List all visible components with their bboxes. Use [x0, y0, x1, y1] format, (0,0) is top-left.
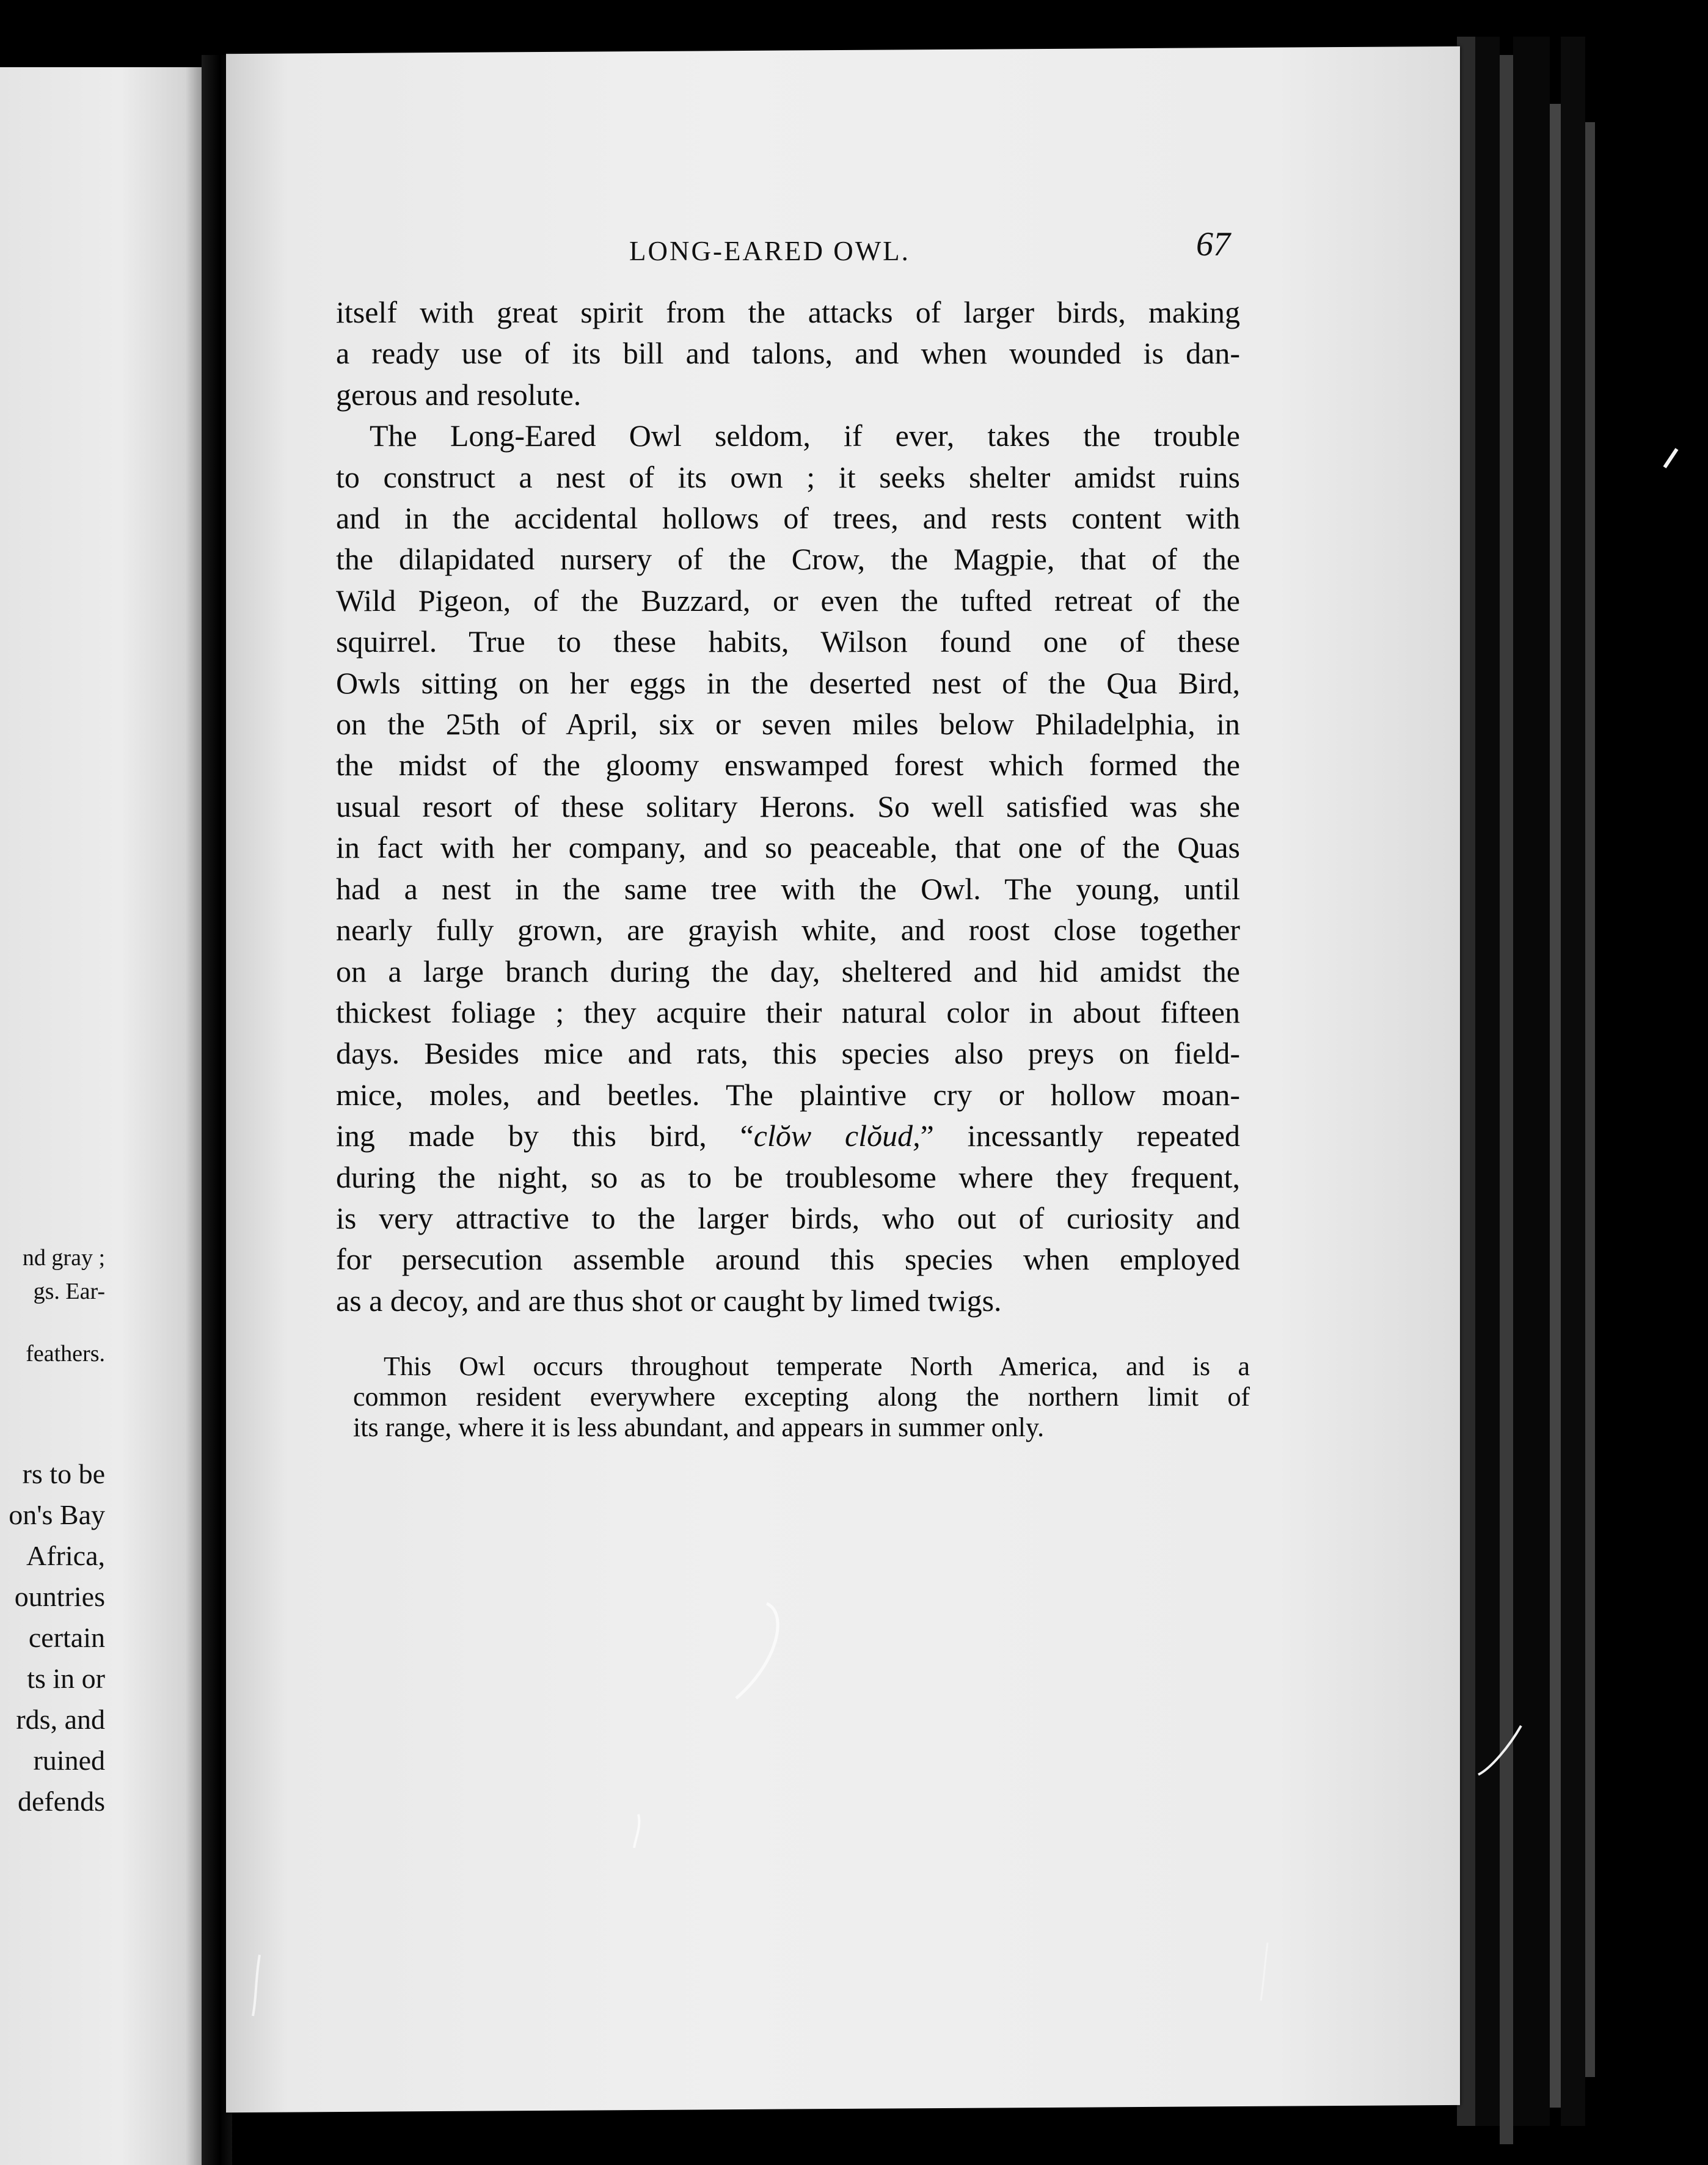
owl-call-italic: clŏw clŏud, [753, 1119, 921, 1153]
text-line: on the 25th of April, six or seven miles below Philadelphia, in [336, 707, 1240, 742]
running-head: LONG-EARED OWL. [629, 236, 910, 266]
note-line: This Owl occurs throughout temperate North America, and is a [384, 1351, 1250, 1381]
scratch-mark [1261, 1943, 1268, 2001]
text-line: for persecution assemble around this species when employed [336, 1242, 1240, 1277]
text-line: the dilapidated nursery of the Crow, the Magpie, that of the [336, 542, 1240, 577]
scratch-mark [634, 1814, 639, 1848]
text-line: mice, moles, and beetles. The plaintive cry or hollow moan- [336, 1077, 1240, 1112]
left-page-text-line: rds, and [16, 1704, 105, 1735]
text-line: The Long-Eared Owl seldom, if ever, takes the trouble [370, 418, 1240, 453]
text-line-start: ing made by this bird, “ [336, 1119, 754, 1153]
text-line-end: ” incessantly repeated [920, 1119, 1240, 1153]
note-line: common resident everywhere excepting along the northern limit of [353, 1382, 1250, 1412]
left-page-text-line: feathers. [26, 1341, 105, 1367]
scratch-mark [1665, 449, 1677, 467]
left-page-text-line: ountries [14, 1581, 105, 1612]
text-line: gerous and resolute. [336, 377, 582, 412]
note-line: its range, where it is less abundant, and appears in summer only. [353, 1412, 1045, 1442]
text-line: Wild Pigeon, of the Buzzard, or even the tufted retreat of the [336, 583, 1240, 618]
left-page-text-line: defends [17, 1786, 105, 1817]
scratch-mark [736, 1604, 778, 1698]
text-line: in fact with her company, and so peaceable, that one of the Quas [336, 830, 1240, 865]
left-page-text-line: rs to be [22, 1458, 105, 1489]
left-page-text-line: ruined [33, 1745, 105, 1776]
text-line: the midst of the gloomy enswamped forest which formed the [336, 748, 1240, 783]
text-line: a ready use of its bill and talons, and when wounded is dan- [336, 336, 1240, 371]
scratch-mark [253, 1955, 260, 2016]
left-page-text-line: gs. Ear- [33, 1279, 105, 1304]
text-line: is very attractive to the larger birds, who out of curiosity and [336, 1200, 1240, 1235]
left-page-text-line: ts in or [27, 1663, 105, 1694]
text-line: nearly fully grown, are grayish white, and roost close together [336, 913, 1240, 947]
text-line: Owls sitting on her eggs in the deserted nest of the Qua Bird, [336, 665, 1240, 700]
scratch-mark [1478, 1726, 1521, 1775]
text-line: usual resort of these solitary Herons. So well satisfied was she [336, 789, 1240, 823]
left-page-text-line: nd gray ; [22, 1245, 105, 1271]
text-line: squirrel. True to these habits, Wilson found one of these [336, 624, 1240, 659]
text-line: and in the accidental hollows of trees, and rests content with [336, 501, 1240, 536]
page-number: 67 [1196, 225, 1230, 263]
text-line: to construct a nest of its own ; it seeks shelter amidst ruins [336, 459, 1240, 494]
text-line: days. Besides mice and rats, this species also preys on field- [336, 1036, 1240, 1071]
text-line: on a large branch during the day, sheltered and hid amidst the [336, 954, 1240, 988]
left-page-text-line: certain [28, 1622, 105, 1653]
left-page-text-line: on's Bay [9, 1499, 105, 1530]
text-line: during the night, so as to be troublesome where they frequent, [336, 1159, 1240, 1194]
text-line: had a nest in the same tree with the Owl. The young, until [336, 871, 1240, 906]
text-line: thickest foliage ; they acquire their natural color in about fifteen [336, 995, 1240, 1029]
left-page-text-line: Africa, [26, 1540, 105, 1571]
text-line: as a decoy, and are thus shot or caught by limed twigs. [336, 1283, 1002, 1318]
text-line: itself with great spirit from the attacks of larger birds, making [336, 295, 1240, 329]
